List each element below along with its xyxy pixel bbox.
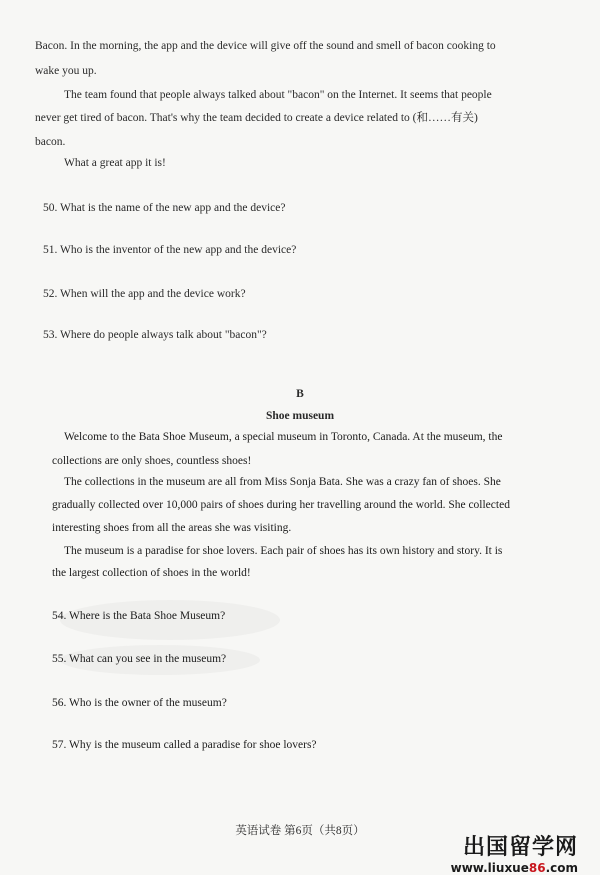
page-footer: 英语试卷 第6页（共8页）	[235, 825, 365, 837]
watermark-url-prefix: www.liuxue	[450, 861, 529, 875]
question-56: 56. Who is the owner of the museum?	[52, 697, 227, 709]
passage-a-line: wake you up.	[35, 65, 97, 77]
question-55: 55. What can you see in the museum?	[52, 653, 227, 665]
watermark-title: 出国留学网	[462, 835, 578, 860]
watermark-url	[451, 861, 578, 875]
passage-a-line: What a great app it is!	[64, 157, 166, 169]
watermark-url-accent: 86	[528, 861, 546, 875]
passage-b-line: interesting shoes from all the areas she was visiting.	[52, 522, 292, 534]
passage-a-line: bacon.	[35, 136, 66, 148]
passage-b-line: the largest collection of shoes in the world!	[52, 567, 251, 579]
question-53: 53. Where do people always talk about "bacon"?	[43, 329, 267, 341]
question-50: 50. What is the name of the new app and the device?	[43, 202, 286, 214]
passage-a-line: The team found that people always talked about "bacon" on the Internet. It seems that people	[64, 89, 492, 101]
passage-b-line: The collections in the museum are all from Miss Sonja Bata. She was a crazy fan of shoes. She	[64, 476, 501, 488]
watermark-url-suffix: .com	[545, 861, 578, 875]
section-title: Shoe museum	[265, 410, 335, 422]
section-letter: B	[296, 388, 304, 400]
passage-a-line: Bacon. In the morning, the app and the device will give off the sound and smell of bacon cooking to	[35, 40, 496, 52]
question-52: 52. When will the app and the device work?	[43, 288, 246, 300]
passage-b-line: gradually collected over 10,000 pairs of shoes during her travelling around the world. She collected	[52, 499, 510, 511]
passage-b-line: collections are only shoes, countless shoes!	[52, 455, 252, 467]
passage-b-line: Welcome to the Bata Shoe Museum, a special museum in Toronto, Canada. At the museum, the	[64, 431, 503, 443]
passage-a-line: never get tired of bacon. That's why the team decided to create a device related to (和……有关)	[35, 112, 478, 124]
question-54: 54. Where is the Bata Shoe Museum?	[52, 610, 226, 622]
question-51: 51. Who is the inventor of the new app and the device?	[43, 244, 297, 256]
site-watermark	[451, 830, 578, 875]
question-57: 57. Why is the museum called a paradise for shoe lovers?	[52, 739, 317, 751]
passage-b-line: The museum is a paradise for shoe lovers. Each pair of shoes has its own history and story. It is	[64, 545, 503, 557]
